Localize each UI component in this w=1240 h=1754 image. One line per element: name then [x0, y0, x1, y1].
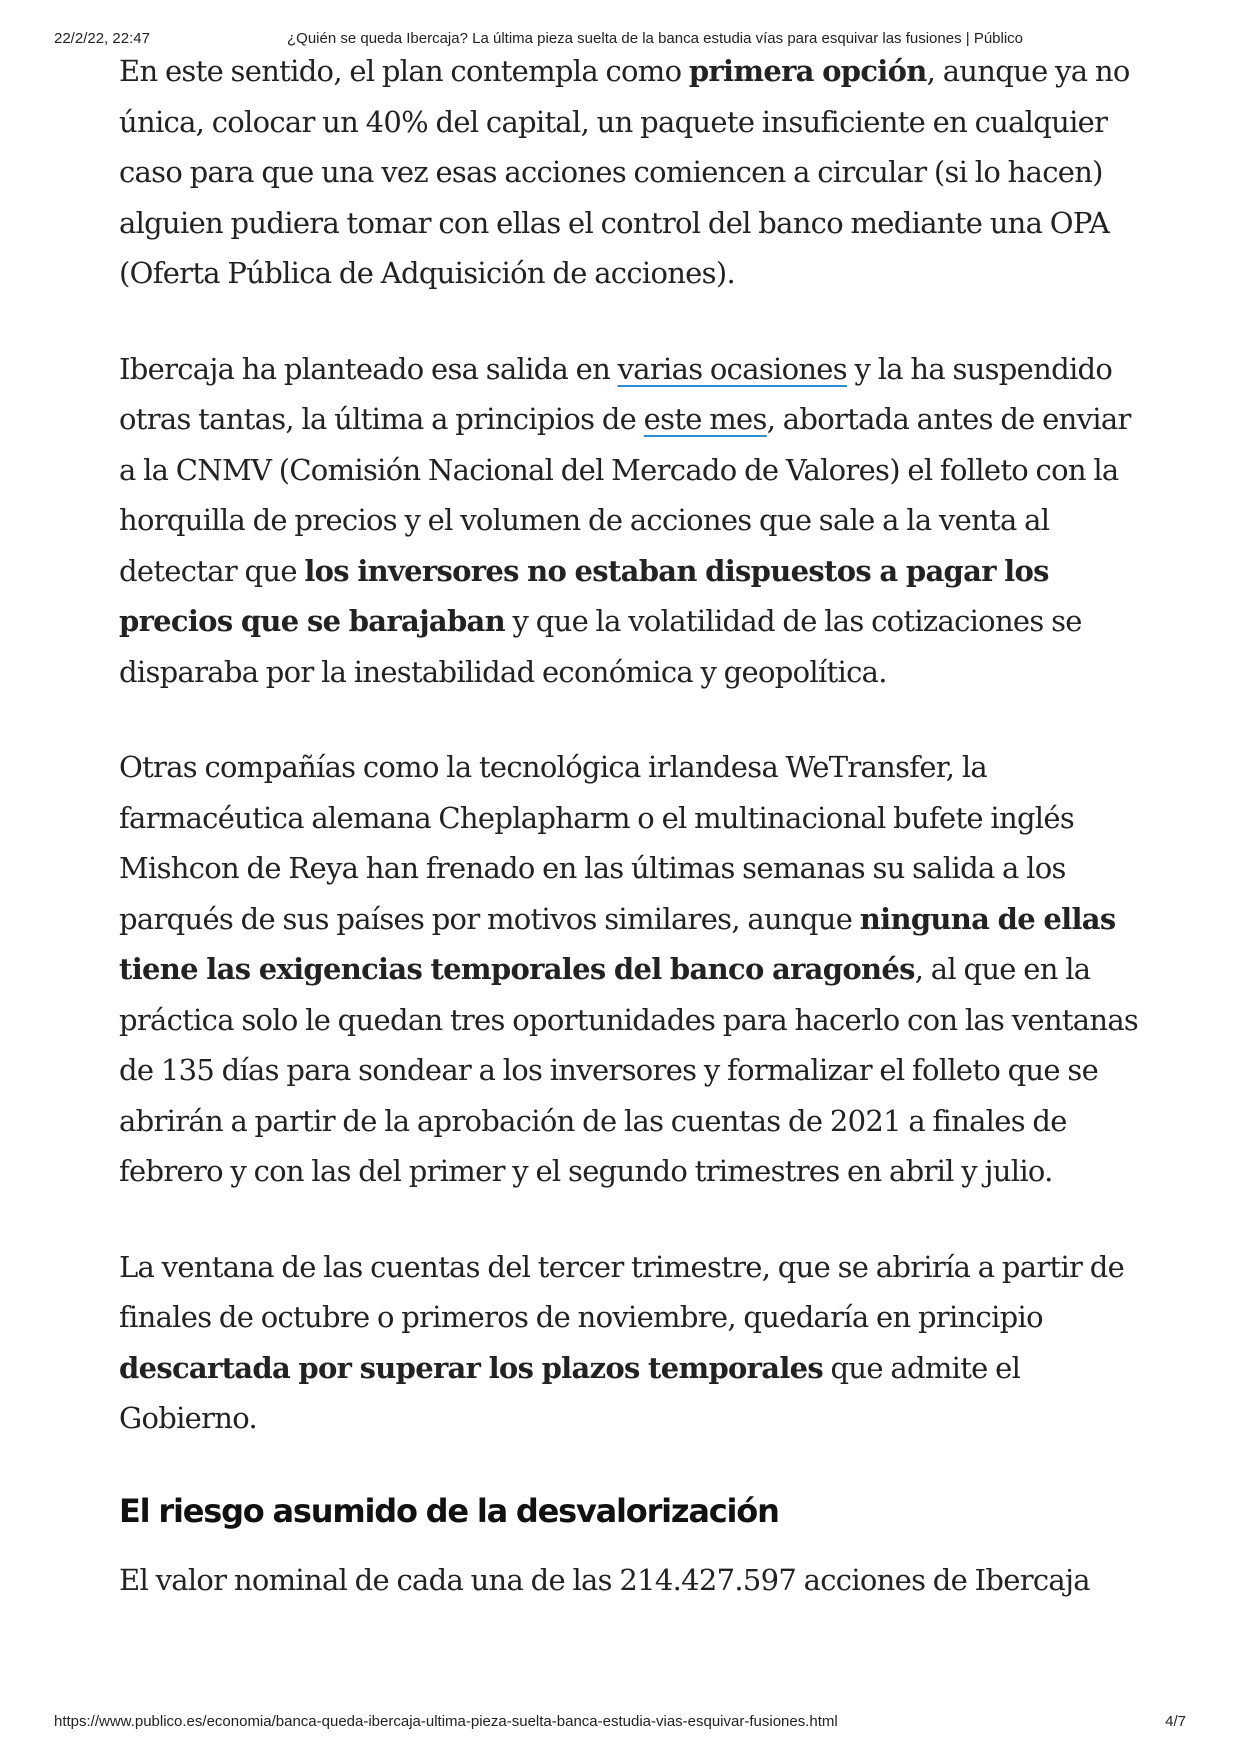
article-body — [119, 46, 1139, 1706]
print-page-title: ¿Quién se queda Ibercaja? La última pieza suelta de la banca estudia vías para esquivar las fusiones | Público — [287, 30, 1024, 47]
print-footer — [54, 1713, 1186, 1737]
page-number: 4/7 — [1165, 1713, 1186, 1730]
bold-primera-opcion: primera opción — [688, 54, 927, 88]
paragraph-salida-suspendida: Ibercaja ha planteado esa salida en varias ocasiones y la ha suspendido otras tantas, la última a principios de este mes, abortada antes de enviar a la CNMV (Comisión Nacional del Mercado de Valores) el folleto con la horquilla de precios y el volumen de acciones que sale a la venta al detectar que los inversores no estaban dispuestos a pagar los precios que se barajaban y que la volatilidad de las cotizaciones se disparaba por la inestabilidad económica y geopolítica. — [119, 351, 1131, 689]
bold-inversores: los inversores no estaban dispuestos a pagar los precios que se barajaban — [119, 553, 1049, 638]
bold-descartada: descartada por superar los plazos temporales — [119, 1350, 824, 1385]
print-datetime: 22/2/22, 22:47 — [54, 30, 150, 47]
link-varias-ocasiones[interactable]: varias ocasiones — [617, 351, 847, 386]
paragraph-tercer-trimestre: La ventana de las cuentas del tercer trimestre, que se abriría a partir de finales de octubre o primeros de noviembre, quedaría en principio descartada por superar los plazos temporales que admite el Gobierno. — [119, 1249, 1125, 1435]
section-heading: El riesgo asumido de la desvalorización — [119, 1491, 779, 1530]
bold-exigencias-temporales: ninguna de ellas tiene las exigencias temporales del banco aragonés — [119, 901, 1116, 986]
link-este-mes[interactable]: este mes — [643, 402, 767, 436]
paragraph-otras-companias: Otras compañías como la tecnológica irlandesa WeTransfer, la farmacéutica alemana Cheplapharm o el multinacional bufete inglés Mishcon de Reya han frenado en las últimas semanas su salida a los parqués de sus países por motivos similares, aunque ninguna de ellas tiene las exigencias temporales del banco aragonés, al que en la práctica solo le quedan tres oportunidades para hacerlo con las ventanas de 135 días para sondear a los inversores y formalizar el folleto que se abrirán a partir de la aprobación de las cuentas de 2021 a finales de febrero y con las del primer y el segundo trimestres en abril y julio. — [119, 750, 1139, 1188]
paragraph-primera-opcion: En este sentido, el plan contempla como primera opción, aunque ya no única, colocar un 40% del capital, un paquete insuficiente en cualquier caso para que una vez esas acciones comiencen a circular (si lo hacen) alguien pudiera tomar con ellas el control del banco mediante una OPA (Oferta Pública de Adquisición de acciones). — [119, 54, 1130, 290]
paragraph-valor-nominal: El valor nominal de cada una de las 214.427.597 acciones de Ibercaja — [119, 1562, 1090, 1597]
print-url: https://www.publico.es/economia/banca-queda-ibercaja-ultima-pieza-suelta-banca-estudia-vias-esquivar-fusiones.html — [54, 1713, 838, 1730]
